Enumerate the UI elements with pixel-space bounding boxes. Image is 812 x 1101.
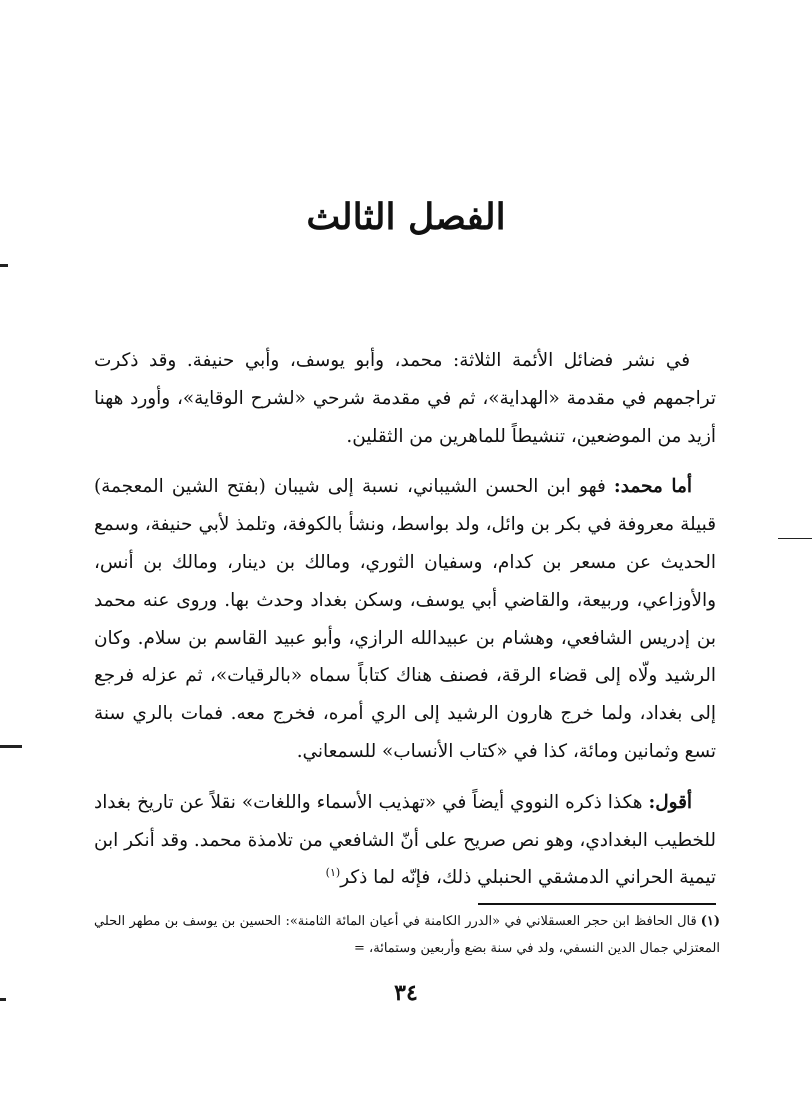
page-number: ٣٤ (394, 980, 418, 1006)
paragraph-aqulu (94, 784, 716, 897)
footnote (94, 908, 720, 962)
chapter-title: الفصل الثالث (306, 196, 506, 238)
footnote-marker: (١) (700, 914, 720, 929)
paragraph-lead: أما محمد: (613, 476, 692, 498)
footnote-reference[interactable]: (١) (325, 866, 341, 880)
paragraph-text: فهو ابن الحسن الشيباني، نسبة إلى شيبان (بفتح الشين المعجمة) قبيلة معروفة في بكر بن وائل، ولد بواسط، ونشأ بالكوفة، وتلمذ لأبي حنيفة، وسمع الحديث عن مسعر بن كدام، وسفيان الثوري، ومالك بن دينار، ومالك بن أنس، والأوزاعي، وربيعة، والقاضي أبي يوسف، وسكن بغداد وحدث بها. وروى عنه محمد بن إدريس الشافعي، وهشام بن عبيدالله الرازي، وأبو عبيد القاسم بن سلام. وكان الرشيد ولّاه إلى قضاء الرقة، فصنف هناك كتاباً سماه «بالرقيات»، ثم عزله فرجع إلى بغداد، ولما خرج هارون الرشيد إلى الري أمره، فخرج معه. فمات بالري سنة تسع وثمانين ومائة، كذا في «كتاب الأنساب» للسمعاني. (94, 476, 716, 762)
paragraph-text: هكذا ذكره النووي أيضاً في «تهذيب الأسماء واللغات» نقلاً عن تاريخ بغداد للخطيب البغدادي، وهو نص صريح على أنّ الشافعي من تلامذة محمد. وقد أنكر ابن تيمية الحراني الدمشقي الحنبلي ذلك، فإنّه لما ذكر (94, 791, 716, 889)
scan-edge-mark (0, 998, 6, 1001)
scan-edge-mark (0, 264, 8, 267)
scan-edge-mark (778, 538, 812, 539)
footnote-divider (478, 903, 716, 905)
paragraph-intro (94, 342, 716, 455)
body-text (94, 342, 716, 910)
paragraph-text: في نشر فضائل الأئمة الثلاثة: محمد، وأبو يوسف، وأبي حنيفة. وقد ذكرت تراجمهم في مقدمة «الهداية»، ثم في مقدمة شرحي «لشرح الوقاية»، وأورد ههنا أزيد من الموضعين، تنشيطاً للماهرين من الثقلين. (94, 350, 716, 447)
paragraph-muhammad (94, 468, 716, 770)
scan-edge-mark (0, 745, 22, 748)
footnote-text: قال الحافظ ابن حجر العسقلاني في «الدرر الكامنة في أعيان المائة الثامنة»: الحسين بن يوسف بن مطهر الحلي المعتزلي جمال الدين النسفي، ولد في سنة بضع وأربعين وستمائة، = (94, 914, 720, 956)
paragraph-lead: أقول: (648, 791, 692, 813)
